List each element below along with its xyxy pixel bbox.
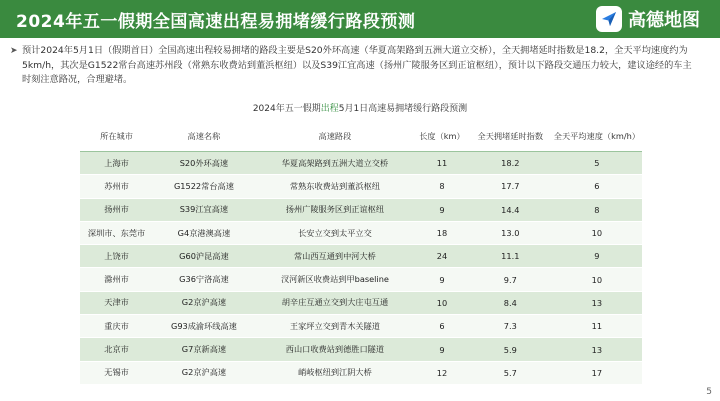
cell-length: 6 [415, 315, 469, 338]
cell-length: 24 [415, 245, 469, 268]
cell-city: 重庆市 [80, 315, 153, 338]
table-row [80, 315, 642, 338]
table-row [80, 245, 642, 268]
cell-city: 滁州市 [80, 268, 153, 291]
header-highway-name: 高速名称 [153, 122, 255, 152]
cell-length: 10 [415, 291, 469, 314]
cell-section: 扬州广陵服务区到正谊枢纽 [255, 198, 415, 221]
brand-logo [596, 4, 700, 34]
cell-delay-index: 11.1 [469, 245, 552, 268]
header-city: 所在城市 [80, 122, 153, 152]
cell-avg-speed: 13 [552, 338, 642, 361]
cell-delay-index: 7.3 [469, 315, 552, 338]
cell-delay-index: 14.4 [469, 198, 552, 221]
cell-city: 扬州市 [80, 198, 153, 221]
table-row [80, 198, 642, 221]
table-title-pre: 2024年五一假期 [252, 104, 321, 114]
cell-avg-speed: 6 [552, 175, 642, 198]
cell-highway-name: G4京港澳高速 [153, 221, 255, 244]
cell-highway-name: S39江宜高速 [153, 198, 255, 221]
congestion-table [80, 122, 642, 385]
cell-delay-index: 18.2 [469, 152, 552, 175]
cell-section: 王家坪立交到青木关隧道 [255, 315, 415, 338]
cell-avg-speed: 10 [552, 268, 642, 291]
cell-highway-name: G36宁洛高速 [153, 268, 255, 291]
cell-length: 9 [415, 198, 469, 221]
cell-length: 9 [415, 338, 469, 361]
cell-section: 汊河新区收费站到甲baseline [255, 268, 415, 291]
cell-delay-index: 13.0 [469, 221, 552, 244]
cell-section: 峭岐枢纽到江阴大桥 [255, 361, 415, 384]
cell-avg-speed: 17 [552, 361, 642, 384]
brand-name: 高德地图 [628, 10, 700, 31]
table-title-post: 5月1日高速易拥堵缓行路段预测 [338, 104, 468, 114]
table-title-highlight: 出程 [320, 104, 339, 114]
cell-avg-speed: 13 [552, 291, 642, 314]
cell-avg-speed: 9 [552, 245, 642, 268]
summary-note [10, 44, 700, 88]
table-row [80, 361, 642, 384]
cell-city: 天津市 [80, 291, 153, 314]
cell-section: 常熟东收费站到董浜枢纽 [255, 175, 415, 198]
cell-highway-name: G7京新高速 [153, 338, 255, 361]
cell-city: 无锡市 [80, 361, 153, 384]
table-row [80, 221, 642, 244]
page-number: 5 [706, 387, 712, 397]
cell-city: 苏州市 [80, 175, 153, 198]
table-row [80, 175, 642, 198]
navigation-arrow-icon [596, 6, 622, 32]
cell-length: 11 [415, 152, 469, 175]
table-row [80, 291, 642, 314]
table-row [80, 152, 642, 175]
cell-section: 长安立交到太平立交 [255, 221, 415, 244]
header-bar [0, 0, 720, 38]
cell-section: 西山口收费站到德胜口隧道 [255, 338, 415, 361]
header-length: 长度（km） [415, 122, 469, 152]
cell-avg-speed: 8 [552, 198, 642, 221]
cell-section: 常山西互通到中河大桥 [255, 245, 415, 268]
cell-city: 北京市 [80, 338, 153, 361]
cell-delay-index: 8.4 [469, 291, 552, 314]
cell-avg-speed: 11 [552, 315, 642, 338]
table-title [0, 101, 720, 114]
cell-delay-index: 9.7 [469, 268, 552, 291]
cell-city: 上海市 [80, 152, 153, 175]
cell-length: 18 [415, 221, 469, 244]
cell-delay-index: 5.7 [469, 361, 552, 384]
cell-length: 9 [415, 268, 469, 291]
arrow-bullet-icon: ➤ [10, 46, 18, 56]
table-header-row [80, 122, 642, 152]
cell-highway-name: G2京沪高速 [153, 361, 255, 384]
table-row [80, 338, 642, 361]
cell-highway-name: S20外环高速 [153, 152, 255, 175]
header-section: 高速路段 [255, 122, 415, 152]
header-avg-speed: 全天平均速度（km/h） [552, 122, 642, 152]
cell-length: 12 [415, 361, 469, 384]
cell-avg-speed: 5 [552, 152, 642, 175]
cell-highway-name: G93成渝环线高速 [153, 315, 255, 338]
cell-city: 深圳市、东莞市 [80, 221, 153, 244]
cell-length: 8 [415, 175, 469, 198]
page-title: 2024年五一假期全国高速出程易拥堵缓行路段预测 [16, 11, 416, 32]
cell-highway-name: G60沪昆高速 [153, 245, 255, 268]
cell-delay-index: 17.7 [469, 175, 552, 198]
summary-text: 预计2024年5月1日（假期首日）全国高速出程较易拥堵的路段主要是S20外环高速（华夏高架路到五洲大道立交桥），全天拥堵延时指数是18.2，全天平均速度约为5km/h，其次是G1522常台高速苏州段（常熟东收费站到董浜枢纽）以及S39江宜高速（扬州广陵服务区到正谊枢纽），预计以下路段交通压力较大，建议途经的车主时刻注意路况，合理避堵。 [22, 45, 692, 85]
cell-section: 华夏高架路到五洲大道立交桥 [255, 152, 415, 175]
cell-section: 胡辛庄互通立交到大庄屯互通 [255, 291, 415, 314]
header-delay-index: 全天拥堵延时指数 [469, 122, 552, 152]
cell-city: 上饶市 [80, 245, 153, 268]
cell-avg-speed: 10 [552, 221, 642, 244]
table-row [80, 268, 642, 291]
cell-highway-name: G1522常台高速 [153, 175, 255, 198]
cell-delay-index: 5.9 [469, 338, 552, 361]
cell-highway-name: G2京沪高速 [153, 291, 255, 314]
